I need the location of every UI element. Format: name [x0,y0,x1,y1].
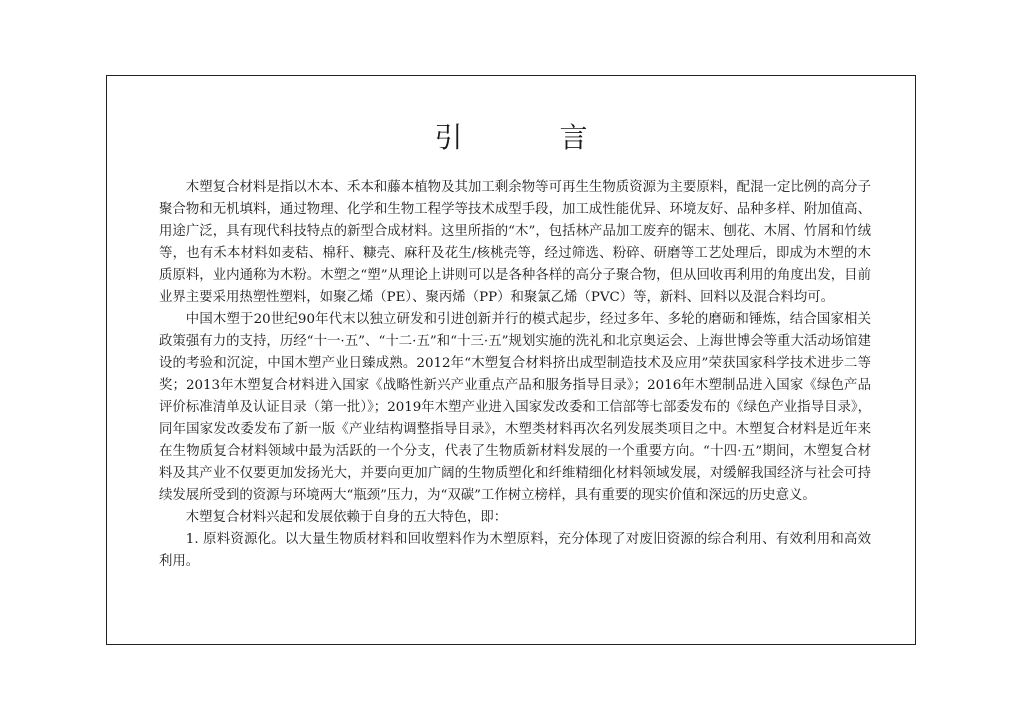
page-title: 引 言 [434,121,632,154]
paragraph-features-intro: 木塑复合材料兴起和发展依赖于自身的五大特色，即： [185,510,508,525]
paragraph-history: 中国木塑于20世纪90年代末以独立研发和引进创新并行的模式起步，经过多年、多轮的磨砺和锤炼，结合国家相关政策强有力的支持，历经“十一·五”、“十二·五”和“十三·五”规划实施的洗礼和北京奥运会、上海世博会等重大活动场馆建设的考验和沉淀，中国木塑产业日臻成熟。2012年“木塑复合材料挤出成型制造技术及应用”荣获国家科学技术进步二等奖；2013年木塑复合材料进入国家《战略性新兴产业重点产品和服务指导目录》；2016年木塑制品进入国家《绿色产品评价标准清单及认证目录（第一批）》；2019年木塑产业进入国家发改委和工信部等七部委发布的《绿色产业指导目录》，同年国家发改委发布了新一版《产业结构调整指导目录》，木塑类材料再次名列发展类项目之中。木塑复合材料是近年来在生物质复合材料领域中最为活跃的一个分支，代表了生物质新材料发展的一个重要方向。“十四·五”期间，木塑复合材料及其产业不仅要更加发扬光大，并要向更加广阔的生物质塑化和纤维精细化材料领域发展，对缓解我国经济与社会可持续发展所受到的资源与环境两大“瓶颈”压力，为“双碳”工作树立榜样，具有重要的现实价值和深远的历史意义。 [159,312,871,503]
body-text [159,177,871,573]
paragraph-definition: 木塑复合材料是指以木本、禾本和藤本植物及其加工剩余物等可再生生物质资源为主要原料，配混一定比例的高分子聚合物和无机填料，通过物理、化学和生物工程学等技术成型手段，加工成性能优异、环境友好、品种多样、附加值高、用途广泛，具有现代科技特点的新型合成材料。这里所指的“木”，包括林产品加工废弃的锯末、刨花、木屑、竹屑和竹绒等，也有禾本材料如麦秸、棉秆、糠壳、麻秆及花生/核桃壳等，经过筛选、粉碎、研磨等工艺处理后，即成为木塑的木质原料，业内通称为木粉。木塑之“塑”从理论上讲则可以是各种各样的高分子聚合物，但从回收再利用的角度出发，目前业界主要采用热塑性塑料，如聚乙烯（PE）、聚丙烯（PP）和聚氯乙烯（PVC）等，新料、回料以及混合料均可。 [159,180,871,305]
paragraph-feature-1: 1. 原料资源化。以大量生物质材料和回收塑料作为木塑原料，充分体现了对废旧资源的综合利用、有效利用和高效利用。 [159,532,871,569]
page-frame [106,75,916,645]
